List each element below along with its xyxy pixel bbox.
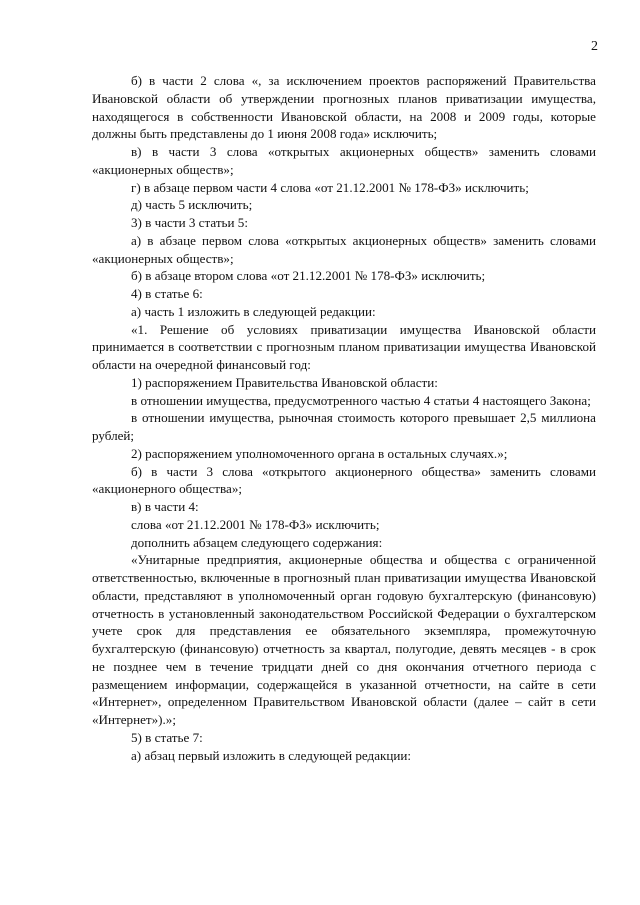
paragraph: дополнить абзацем следующего содержания:	[131, 534, 383, 550]
paragraph: в отношении имущества, рыночная стоимость которого превышает 2,5 миллиона рублей;	[92, 410, 596, 443]
paragraph: 3) в части 3 статьи 5:	[131, 215, 248, 230]
paragraph: а) абзац первый изложить в следующей редакции:	[131, 747, 412, 763]
paragraph: б) в абзаце втором слова «от 21.12.2001 № 178-ФЗ» исключить;	[131, 268, 486, 284]
page-number: 2	[591, 39, 598, 54]
paragraph: б) в части 3 слова «открытого акционерного общества» заменить словами «акционерного общества»;	[92, 463, 596, 497]
paragraph: в) в части 3 слова «открытых акционерных обществ» заменить словами «акционерных обществ»;	[92, 144, 596, 177]
paragraph: 4) в статье 6:	[131, 286, 203, 301]
paragraph: б) в части 2 слова «, за исключением проектов распоряжений Правительства Ивановской области об утверждении прогнозных планов приватизации имущества, находящегося в собственности Ивановской области, на 2008 и 2009 годы, которые должны быть представлены до 1 июня 2008 года» исключить;	[92, 73, 596, 142]
paragraph: 1) распоряжением Правительства Ивановской области:	[131, 374, 438, 390]
paragraph: «1. Решение об условиях приватизации имущества Ивановской области принимается в соответствии с прогнозным планом приватизации имущества Ивановской области на очередной финансовый год:	[92, 321, 596, 372]
document-body	[92, 72, 596, 764]
paragraph: д) часть 5 исключить;	[131, 197, 253, 213]
paragraph: г) в абзаце первом части 4 слова «от 21.12.2001 № 178-ФЗ» исключить;	[131, 179, 529, 195]
paragraph: в отношении имущества, предусмотренного частью 4 статьи 4 настоящего Закона;	[131, 392, 591, 408]
paragraph: а) часть 1 изложить в следующей редакции:	[131, 303, 376, 319]
paragraph: слова «от 21.12.2001 № 178-ФЗ» исключить;	[131, 516, 380, 532]
paragraph: 5) в статье 7:	[131, 729, 203, 745]
paragraph: а) в абзаце первом слова «открытых акционерных обществ» заменить словами «акционерных обществ»;	[92, 232, 596, 266]
paragraph: 2) распоряжением уполномоченного органа в остальных случаях.»;	[131, 445, 508, 461]
paragraph: «Унитарные предприятия, акционерные общества и общества с ограниченной ответственностью, включенные в прогнозный план приватизации имущества Ивановской области, представляют в уполномоченный орган годовую бухгалтерскую (финансовую) отчетность в установленный законодательством Российской Федерации о бухгалтерском учете срок для представления ее обязательного экземпляра, промежуточную бухгалтерскую (финансовую) отчетность за квартал, полугодие, девять месяцев - в срок не позднее чем в течение тридцати дней со дня окончания отчетного периода с размещением информации, содержащейся в указанной отчетности, на сайте в сети «Интернет», определенном Правительством Ивановской области (далее – сайт в сети «Интернет»).»;	[92, 552, 596, 727]
paragraph: в) в части 4:	[131, 499, 199, 514]
